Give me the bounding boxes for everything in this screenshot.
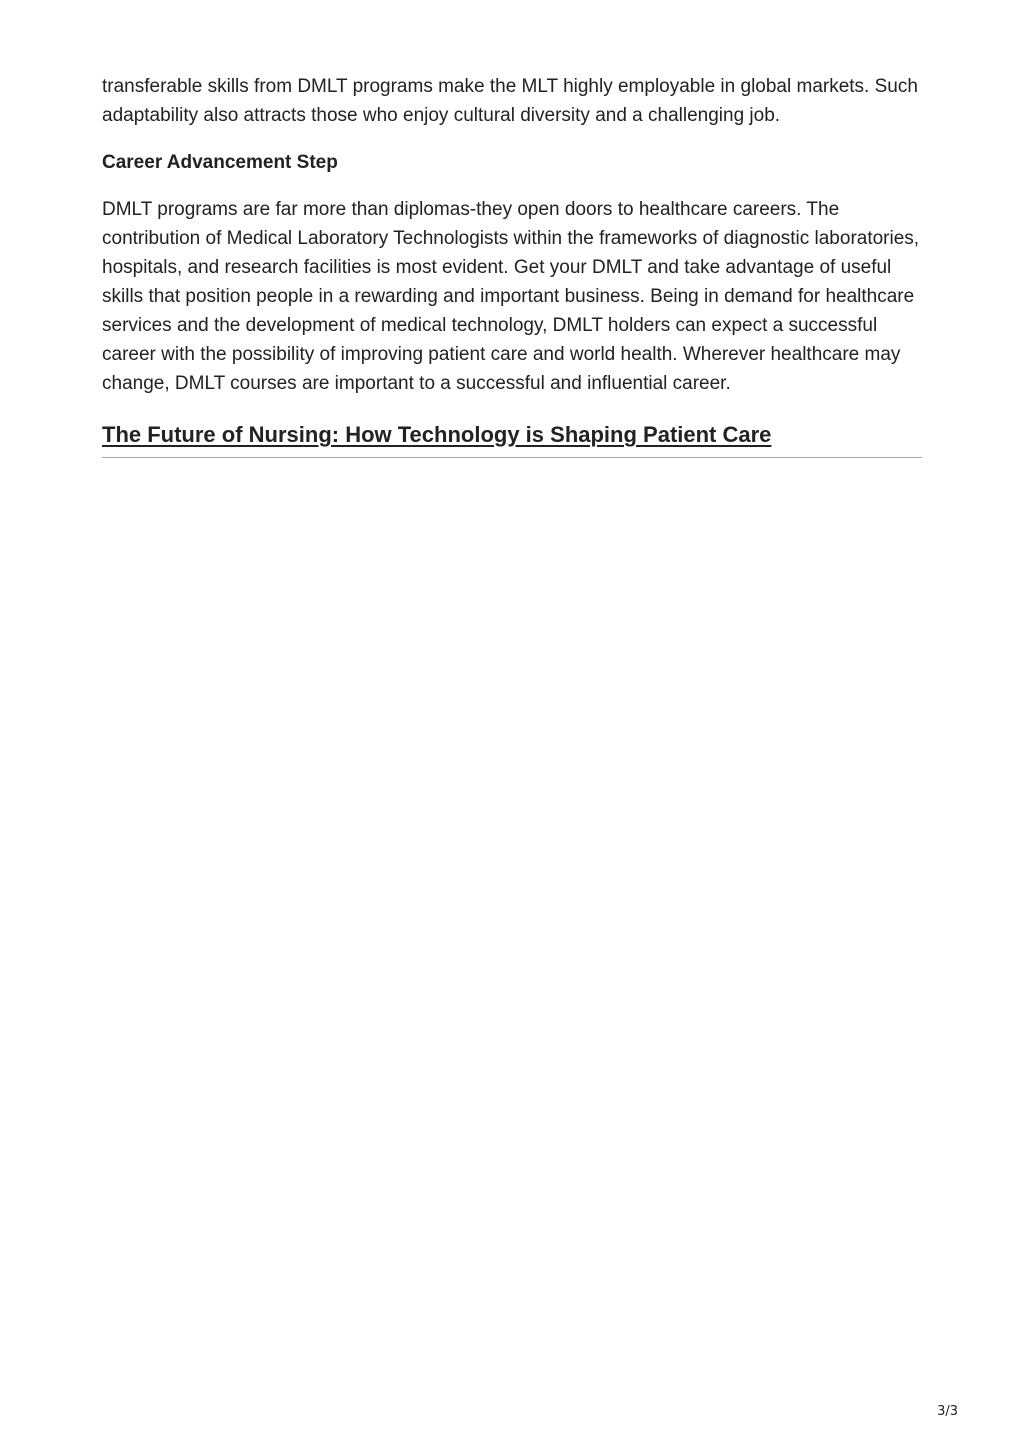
section-heading: Career Advancement Step xyxy=(102,152,338,173)
intro-paragraph: transferable skills from DMLT programs make the MLT highly employable in global markets. Such adaptability also attracts those who enjoy cultural diversity and a challenging job. xyxy=(102,76,918,126)
related-article-heading xyxy=(102,420,922,458)
document-body xyxy=(102,72,922,458)
page-number: 3/3 xyxy=(937,1404,958,1419)
related-article-link[interactable]: The Future of Nursing: How Technology is Shaping Patient Care xyxy=(102,422,772,447)
body-paragraph: DMLT programs are far more than diplomas-they open doors to healthcare careers. The contribution of Medical Laboratory Technologists within the frameworks of diagnostic laboratories, hospitals, and research facilities is most evident. Get your DMLT and take advantage of useful skills that position people in a rewarding and important business. Being in demand for healthcare services and the development of medical technology, DMLT holders can expect a successful career with the possibility of improving patient care and world health. Wherever healthcare may change, DMLT courses are important to a successful and influential career. xyxy=(102,199,920,394)
